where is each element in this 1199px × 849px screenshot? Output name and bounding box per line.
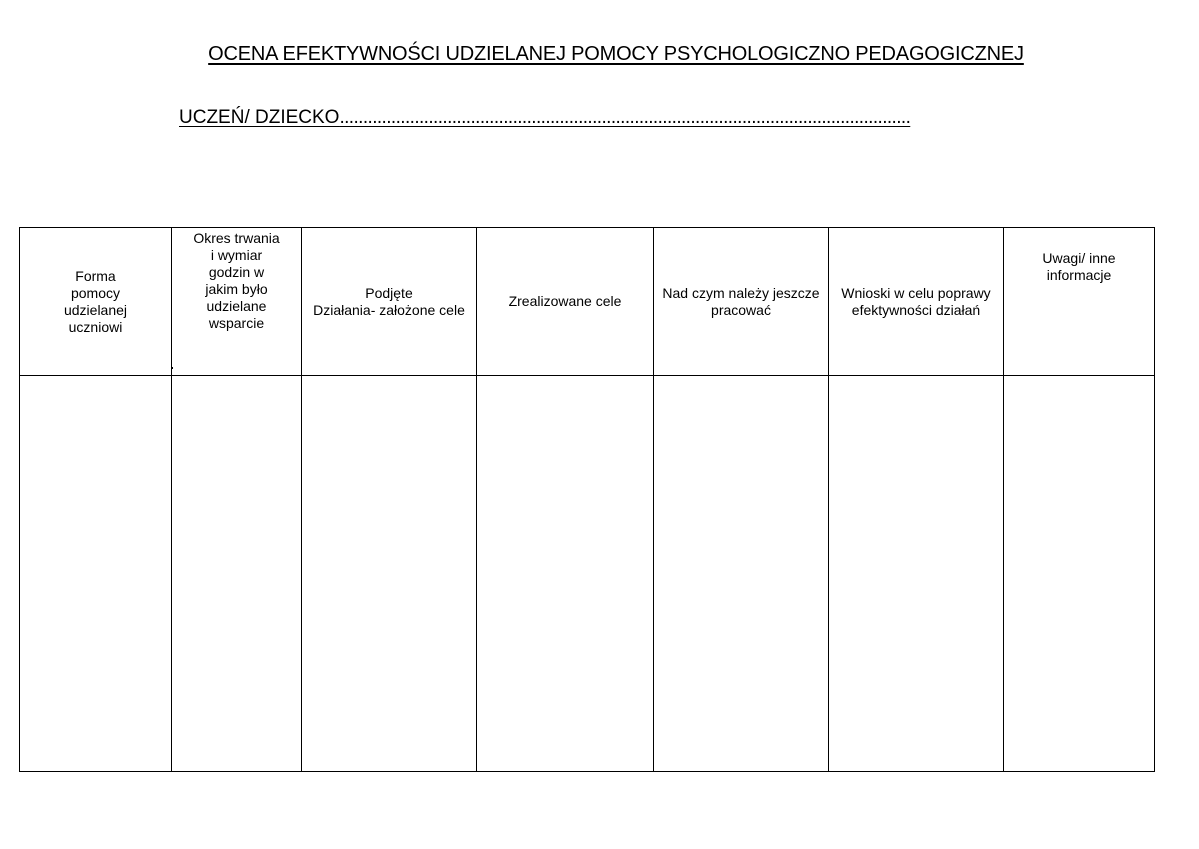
stray-mark: [171, 367, 173, 369]
evaluation-table: [19, 227, 1155, 772]
header-form-of-help: [20, 228, 172, 376]
cell-actions-goals[interactable]: [302, 376, 477, 772]
header-actions-goals-label: Podjęte Działania- założone cele: [313, 284, 465, 318]
header-remarks: [1004, 228, 1155, 376]
student-name-line: [179, 107, 910, 129]
header-actions-goals: [302, 228, 477, 376]
header-conclusions: [829, 228, 1004, 376]
cell-form-of-help[interactable]: [20, 376, 172, 772]
student-label: UCZEŃ/ DZIECKO: [179, 107, 340, 128]
header-further-work-label: Nad czym należy jeszcze pracować: [662, 284, 820, 318]
header-achieved-goals-label: Zrealizowane cele: [508, 293, 622, 309]
header-duration-label: Okres trwania i wymiar godzin w jakim było udzielane wsparcie: [193, 230, 280, 331]
header-duration: [172, 228, 302, 376]
cell-further-work[interactable]: [654, 376, 829, 772]
cell-conclusions[interactable]: [829, 376, 1004, 772]
cell-remarks[interactable]: [1004, 376, 1155, 772]
cell-achieved-goals[interactable]: [477, 376, 654, 772]
header-further-work: [654, 228, 829, 376]
table-row: [20, 376, 1155, 772]
student-name-blank: ..........................................................................................................................: [339, 107, 911, 128]
header-achieved-goals: [477, 228, 654, 376]
header-conclusions-label: Wnioski w celu poprawy efektywności działań: [841, 284, 991, 318]
header-remarks-label: Uwagi/ inne informacje: [1042, 250, 1116, 283]
header-form-of-help-label: Forma pomocy udzielanej uczniowi: [63, 267, 128, 335]
document-title: OCENA EFEKTYWNOŚCI UDZIELANEJ POMOCY PSYCHOLOGICZNO PEDAGOGICZNEJ: [208, 43, 1024, 65]
cell-duration[interactable]: [172, 376, 302, 772]
table-header-row: [20, 228, 1155, 376]
